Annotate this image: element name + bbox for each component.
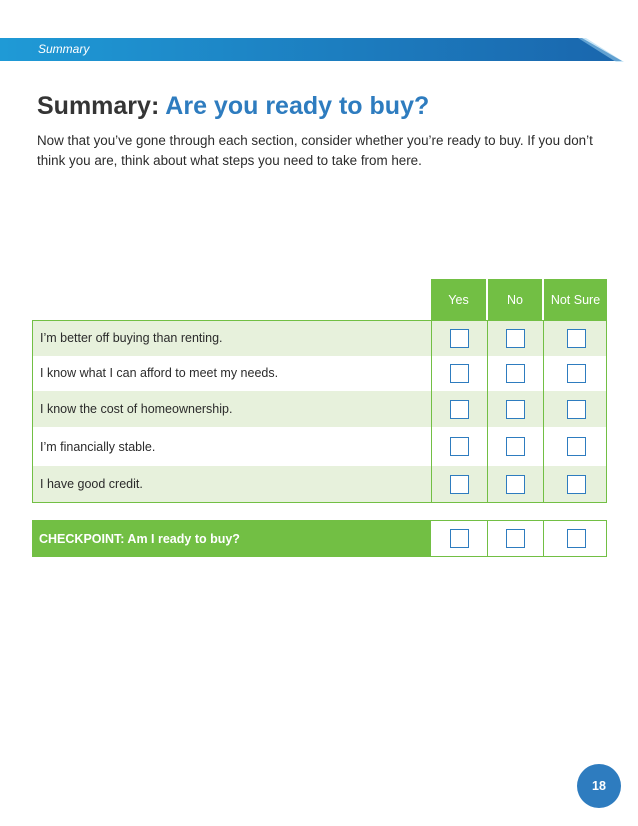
section-banner (0, 38, 624, 62)
column-header-not-sure: Not Sure (544, 279, 607, 320)
checkbox-row3-yes[interactable] (450, 400, 469, 419)
title-main: Are you ready to buy? (165, 92, 430, 120)
column-divider (431, 321, 432, 502)
intro-paragraph: Now that you’ve gone through each section, consider whether you’re ready to buy. If you don’t think you are, think about what steps you need to take from here. (37, 133, 593, 168)
page-number-badge: 18 (577, 764, 621, 808)
row-label: I know the cost of homeownership. (40, 402, 233, 416)
checkbox-row3-no[interactable] (506, 400, 525, 419)
column-divider (543, 321, 544, 502)
page-title (37, 92, 429, 121)
row-label: I’m financially stable. (40, 440, 156, 454)
checkbox-row1-yes[interactable] (450, 329, 469, 348)
title-prefix: Summary: (37, 92, 160, 120)
column-header-no: No (488, 279, 542, 320)
row-label: I know what I can afford to meet my needs. (40, 366, 279, 380)
checkbox-row2-no[interactable] (506, 364, 525, 383)
questions-table (32, 320, 607, 503)
checkbox-row5-no[interactable] (506, 475, 525, 494)
checkbox-row2-not-sure[interactable] (567, 364, 586, 383)
column-divider (487, 521, 488, 556)
column-divider (543, 521, 544, 556)
checkpoint-label: CHECKPOINT: Am I ready to buy? (33, 521, 431, 556)
row-label: I’m better off buying than renting. (40, 331, 223, 345)
checkbox-row4-not-sure[interactable] (567, 437, 586, 456)
checkpoint-row (32, 520, 607, 557)
row-label: I have good credit. (40, 477, 143, 491)
column-divider (487, 321, 488, 502)
checkbox-row1-no[interactable] (506, 329, 525, 348)
checkbox-row4-no[interactable] (506, 437, 525, 456)
checkbox-checkpoint-no[interactable] (506, 529, 525, 548)
banner-shape (0, 38, 624, 62)
checkbox-row1-not-sure[interactable] (567, 329, 586, 348)
section-label: Summary (38, 42, 90, 56)
checkbox-row5-yes[interactable] (450, 475, 469, 494)
checkbox-checkpoint-yes[interactable] (450, 529, 469, 548)
checkbox-row5-not-sure[interactable] (567, 475, 586, 494)
column-header-yes: Yes (431, 279, 486, 320)
checkbox-row2-yes[interactable] (450, 364, 469, 383)
checkbox-row3-not-sure[interactable] (567, 400, 586, 419)
checkbox-checkpoint-not-sure[interactable] (567, 529, 586, 548)
checkbox-row4-yes[interactable] (450, 437, 469, 456)
